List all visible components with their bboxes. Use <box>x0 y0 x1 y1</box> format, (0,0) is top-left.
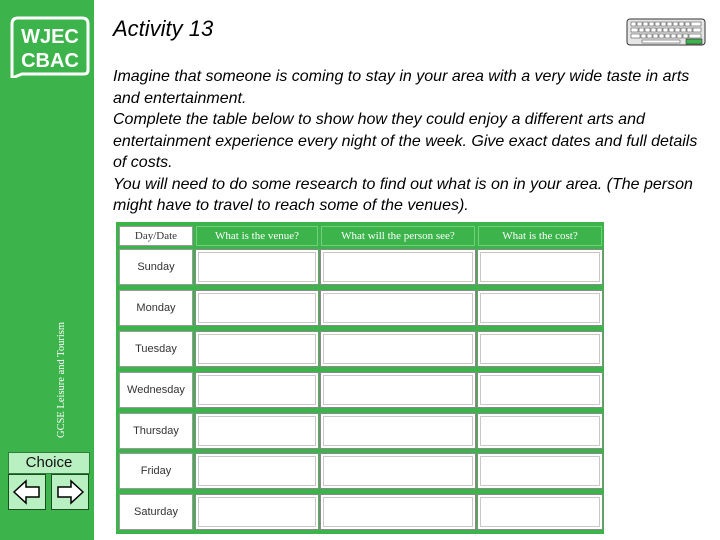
arrow-left-icon <box>12 478 42 506</box>
day-label-wednesday: Wednesday <box>119 372 193 408</box>
day-label-saturday: Saturday <box>119 494 193 530</box>
venue-cell-monday[interactable] <box>195 290 319 326</box>
header-see: What will the person see? <box>321 226 475 246</box>
forward-button[interactable] <box>51 474 89 510</box>
see-cell-wednesday[interactable] <box>320 372 476 408</box>
page-title: Activity 13 <box>113 16 214 41</box>
see-cell-sunday[interactable] <box>320 249 476 285</box>
logo-line2: CBAC <box>21 50 79 72</box>
see-cell-saturday[interactable] <box>320 494 476 530</box>
instruction-1: Imagine that someone is coming to stay in your area with a very wide taste in arts and entertainment. <box>113 68 690 107</box>
day-label-monday: Monday <box>119 290 193 326</box>
cost-cell-thursday[interactable] <box>477 413 603 449</box>
day-label-tuesday: Tuesday <box>119 331 193 367</box>
keyboard-icon[interactable] <box>626 17 706 47</box>
course-label: GCSE Leisure and Tourism <box>56 321 67 438</box>
venue-cell-wednesday[interactable] <box>195 372 319 408</box>
see-cell-monday[interactable] <box>320 290 476 326</box>
back-button[interactable] <box>8 474 46 510</box>
cost-cell-saturday[interactable] <box>477 494 603 530</box>
day-label-thursday: Thursday <box>119 413 193 449</box>
instruction-2: Complete the table below to show how they could enjoy a different arts and entertainment experience every night of the week. Give exact dates and full details of costs. <box>113 111 698 171</box>
venue-cell-saturday[interactable] <box>195 494 319 530</box>
choice-button[interactable]: Choice <box>8 452 90 474</box>
instruction-3: You will need to do some research to find out what is on in your area. (The person might have to travel to reach some of the venues). <box>113 175 693 214</box>
cost-cell-friday[interactable] <box>477 453 603 489</box>
cost-cell-tuesday[interactable] <box>477 331 603 367</box>
header-cost: What is the cost? <box>478 226 602 246</box>
header-venue: What is the venue? <box>196 226 318 246</box>
cost-cell-sunday[interactable] <box>477 249 603 285</box>
cost-cell-wednesday[interactable] <box>477 372 603 408</box>
wjec-cbac-logo <box>8 12 92 78</box>
see-cell-friday[interactable] <box>320 453 476 489</box>
cost-cell-monday[interactable] <box>477 290 603 326</box>
day-label-friday: Friday <box>119 453 193 489</box>
venue-cell-tuesday[interactable] <box>195 331 319 367</box>
venue-cell-friday[interactable] <box>195 453 319 489</box>
logo-line1: WJEC <box>21 26 79 48</box>
arrow-right-icon <box>55 478 85 506</box>
venue-cell-thursday[interactable] <box>195 413 319 449</box>
see-cell-tuesday[interactable] <box>320 331 476 367</box>
see-cell-thursday[interactable] <box>320 413 476 449</box>
day-label-sunday: Sunday <box>119 249 193 285</box>
header-day-date: Day/Date <box>119 226 193 246</box>
venue-cell-sunday[interactable] <box>195 249 319 285</box>
instructions <box>113 66 713 217</box>
